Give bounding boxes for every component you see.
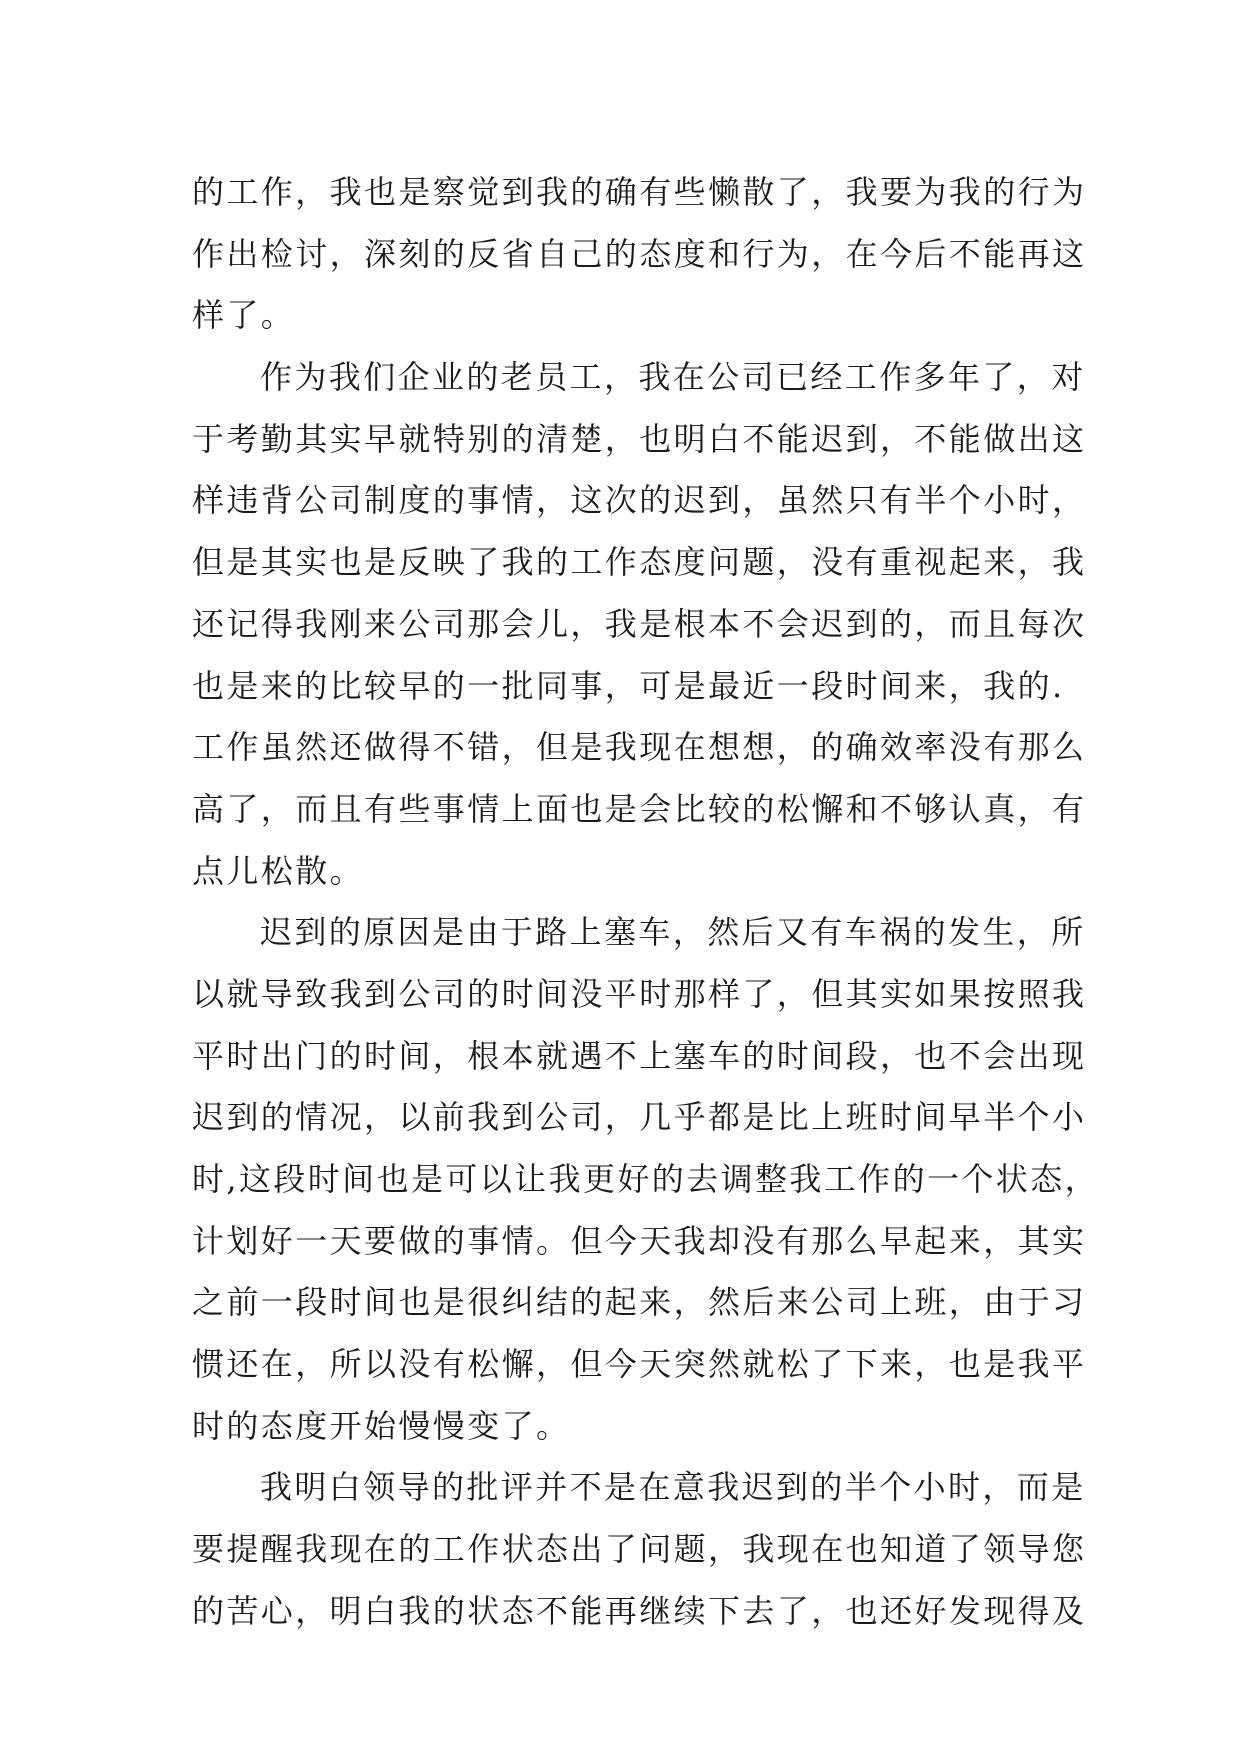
text-line: 工作虽然还做得不错，但是我现在想想，的确效率没有那么 [192,728,1087,767]
text-line: 迟到的情况，以前我到公司，几乎都是比上班时间早半个小 [192,1098,1087,1137]
text-line: 还记得我刚来公司那会儿，我是根本不会迟到的，而且每次 [192,604,1087,643]
text-line: 以就导致我到公司的时间没平时那样了，但其实如果按照我 [192,974,1087,1013]
text-line: 计划好一天要做的事情。但今天我却没有那么早起来，其实 [192,1221,1087,1260]
text-line: 样违背公司制度的事情，这次的迟到，虽然只有半个小时， [192,481,1087,520]
text-line: 作出检讨，深刻的反省自己的态度和行为，在今后不能再这 [192,234,1087,273]
text-line: 平时出门的时间，根本就遇不上塞车的时间段，也不会出现 [192,1036,1087,1075]
text-line: 点儿松散。 [192,851,365,890]
text-line: 要提醒我现在的工作状态出了问题，我现在也知道了领导您 [192,1530,1087,1569]
text-line: 的苦心，明白我的状态不能再继续下去了，也还好发现得及 [192,1591,1087,1630]
text-line: 的工作，我也是察觉到我的确有些懒散了，我要为我的行为 [192,173,1087,211]
paragraph-start-line: 作为我们企业的老员工，我在公司已经工作多年了，对 [260,358,1086,397]
text-line: 于考勤其实早就特别的清楚，也明白不能迟到，不能做出这 [192,419,1087,458]
text-line: 高了，而且有些事情上面也是会比较的松懈和不够认真，有 [192,789,1087,828]
text-line: 但是其实也是反映了我的工作态度问题，没有重视起来，我 [192,543,1087,582]
document-body [192,162,1099,1643]
text-line: 时,这段时间也是可以让我更好的去调整我工作的一个状态， [192,1160,1099,1198]
text-line: 时的态度开始慢慢变了。 [192,1406,571,1445]
text-line: 之前一段时间也是很纠结的起来，然后来公司上班，由于习 [192,1283,1087,1322]
paragraph-start-line: 我明白领导的批评并不是在意我迟到的半个小时，而是 [260,1468,1086,1507]
paragraph-start-line: 迟到的原因是由于路上塞车，然后又有车祸的发生，所 [260,913,1086,952]
text-line: 样了。 [192,296,296,335]
text-line: 也是来的比较早的一批同事，可是最近一段时间来，我的. [192,666,1065,705]
text-line: 惯还在，所以没有松懈，但今天突然就松了下来，也是我平 [192,1345,1087,1384]
